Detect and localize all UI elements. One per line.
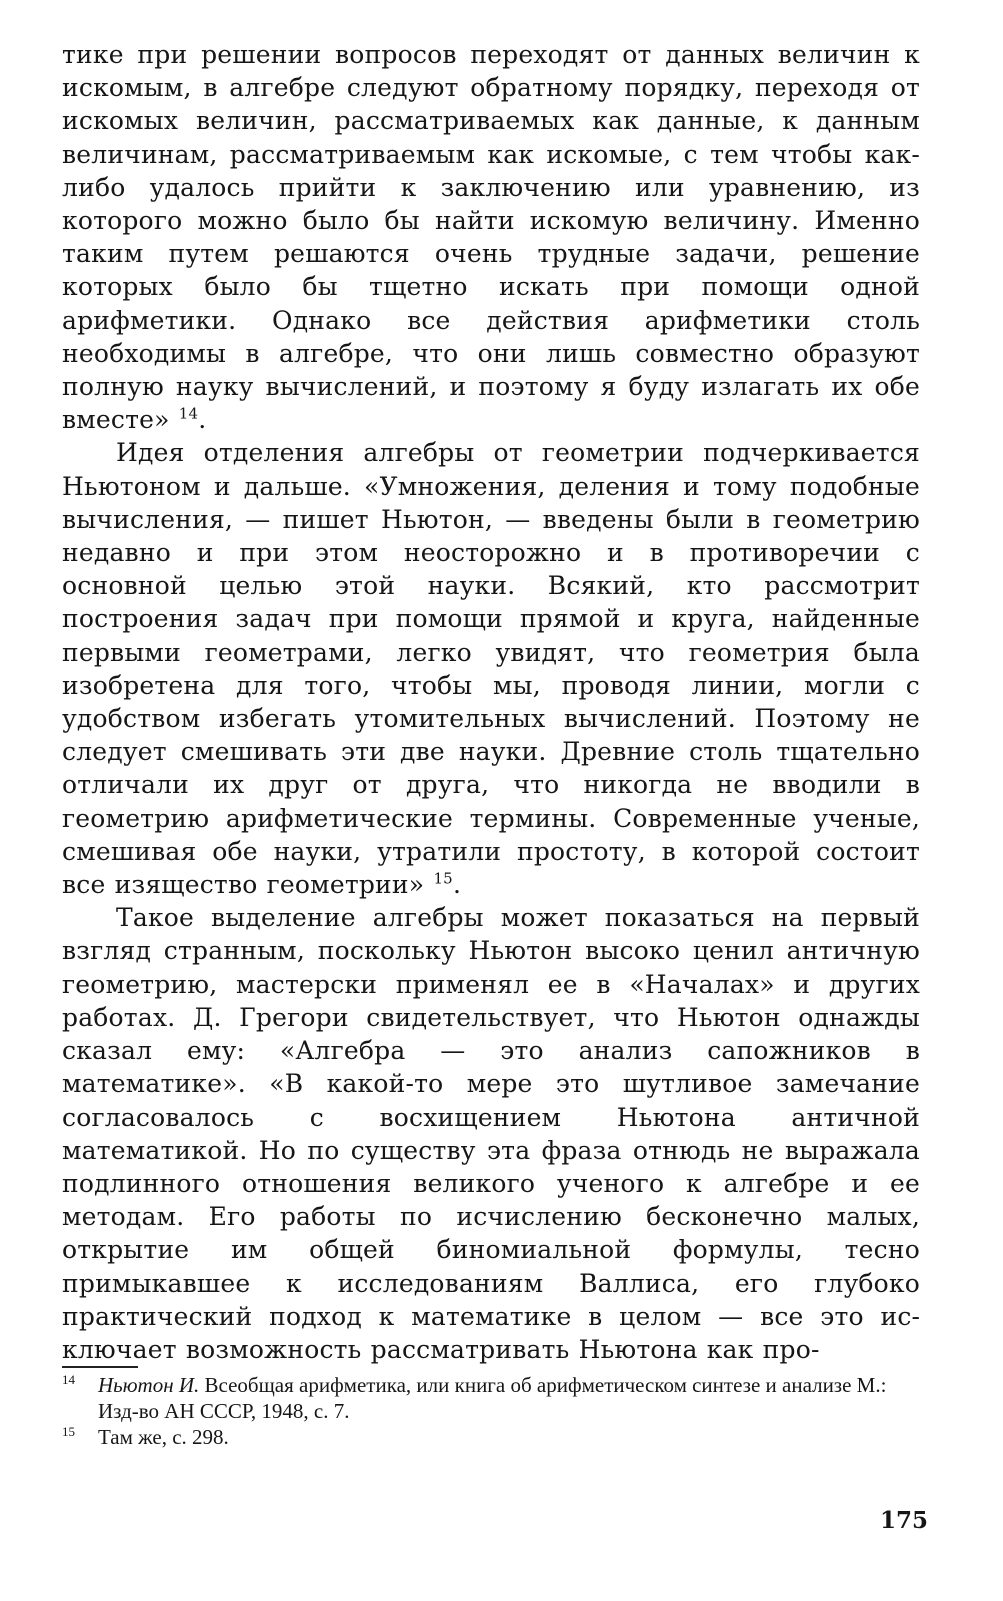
footnotes (62, 1372, 920, 1450)
footnote-text: Там же, с. 298. (98, 1425, 229, 1449)
paragraph-2: Идея отделения алгебры от геометрии подчеркивается Ньютоном и дальше. «Умножения, деления и тому подобные вычисления, — пишет Ньютон, — введены были в геометрию недавно и при этом неосторожно и в противоречии с основной целью этой науки. Всякий, кто рассмотрит построения задач при помощи прямой и круга, найденные первыми геометрами, легко увидят, что геометрия была изобретена для того, чтобы мы, проводя линии, могли с удобством избегать утомительных вычислений. Поэтому не следует смешивать эти две науки. Древние столь тщательно отличали их друг от друга, что никогда не вводили в геометрию арифметические термины. Современные ученые, смешивая обе науки, утратили простоту, в которой состоит все изящество геометрии» $^{15}$. (62, 438, 920, 900)
paragraph-2-text: Идея отделения алгебры от геометрии подчеркивается Ньютоном и дальше. «Умножения, деления и тому подобные вычисления, — пишет Ньютон, — введены были в геометрию недавно и при этом неосторожно и в противоречии с основной целью этой науки. Всякий, кто рассмотрит построения задач при помощи прямой и круга, найденные первыми геометрами, легко увидят, что геометрия была изобретена для того, чтобы мы, проводя линии, могли с удобством избегать утомительных вычислений. Поэтому не следует смешивать эти две науки. Древние столь тщательно отличали их друг от друга, что никогда не вводили в геометрию арифметические термины. Современные ученые, смешивая обе науки, утратили простоту, в которой состоит все изящество геометрии» (62, 438, 920, 900)
paragraph-1-text: тике при решении вопросов переходят от данных величин к искомым, в алгебре следуют обратному порядку, переходя от искомых величин, рассматриваемых как данные, к данным величинам, рассматриваемым как искомые, с тем чтобы как-либо удалось прийти к заключению или уравнению, из которого можно было бы найти искомую величину. Именно таким путем решаются очень трудные задачи, решение которых было бы тщетно искать при помощи одной арифметики. Однако все действия арифметики столь необходимы в алгебре, что они лишь совместно образуют полную науку вычислений, и поэтому я буду излагать их обе вместе» (62, 40, 920, 435)
paragraph-3 (62, 901, 920, 1366)
footnote-15: 15 Там же, с. 298. (62, 1424, 229, 1449)
paragraph-3-text: Такое выделение алгебры может показаться на первый взгляд странным, поскольку Ньютон высоко ценил античную геометрию, мастерски применял ее в «Началах» и других работах. Д. Грегори свидетельствует, что Ньютон однажды сказал ему: «Алгебра — это анализ сапожников в математике». «В какой-то мере это шутливое замечание согласовалось с восхищением Ньютона античной математикой. Но по существу эта фраза отнюдь не выражала подлинного отношения великого ученого к алгебре и ее методам. Его работы по исчислению бесконечно малых, открытие им общей биномиальной формулы, тесно примыкавшее к исследованиям Валлиса, его глубоко практический подход к математике в целом — все это исключает возможность рассматривать Ньютона как про- (62, 903, 920, 1364)
footnote-ref-14[interactable]: 14 (178, 404, 199, 423)
footnote-14: 14 Ньютон И. Всеобщая арифметика, или книга об арифметическом синтезе и анализе М.: Изд-во АН СССР, 1948, с. 7. (62, 1372, 887, 1423)
paragraph-1: тике при решении вопросов переходят от данных величин к искомым, в алгебре следуют обратному порядку, переходя от искомых величин, рассматриваемых как данные, к данным величинам, рассматриваемым как искомые, с тем чтобы как-либо удалось прийти к заключению или уравнению, из которого можно было бы найти искомую величину. Именно таким путем решаются очень трудные задачи, решение которых было бы тщетно искать при помощи одной арифметики. Однако все действия арифметики столь необходимы в алгебре, что они лишь совместно образуют полную науку вычислений, и поэтому я буду излагать их обе вместе» $^{14}$. (62, 40, 920, 435)
page-body (62, 38, 920, 1366)
page-number: 175 (880, 1507, 929, 1534)
footnote-author: Ньютон И. (98, 1373, 200, 1397)
footnote-ref-15[interactable]: 15 (433, 869, 453, 888)
footnote-text: Всеобщая арифметика, или книга об арифметическом синтезе и анализе М.: Изд-во АН СССР, 1948, с. 7. (98, 1373, 887, 1423)
footnote-divider (62, 1366, 138, 1368)
